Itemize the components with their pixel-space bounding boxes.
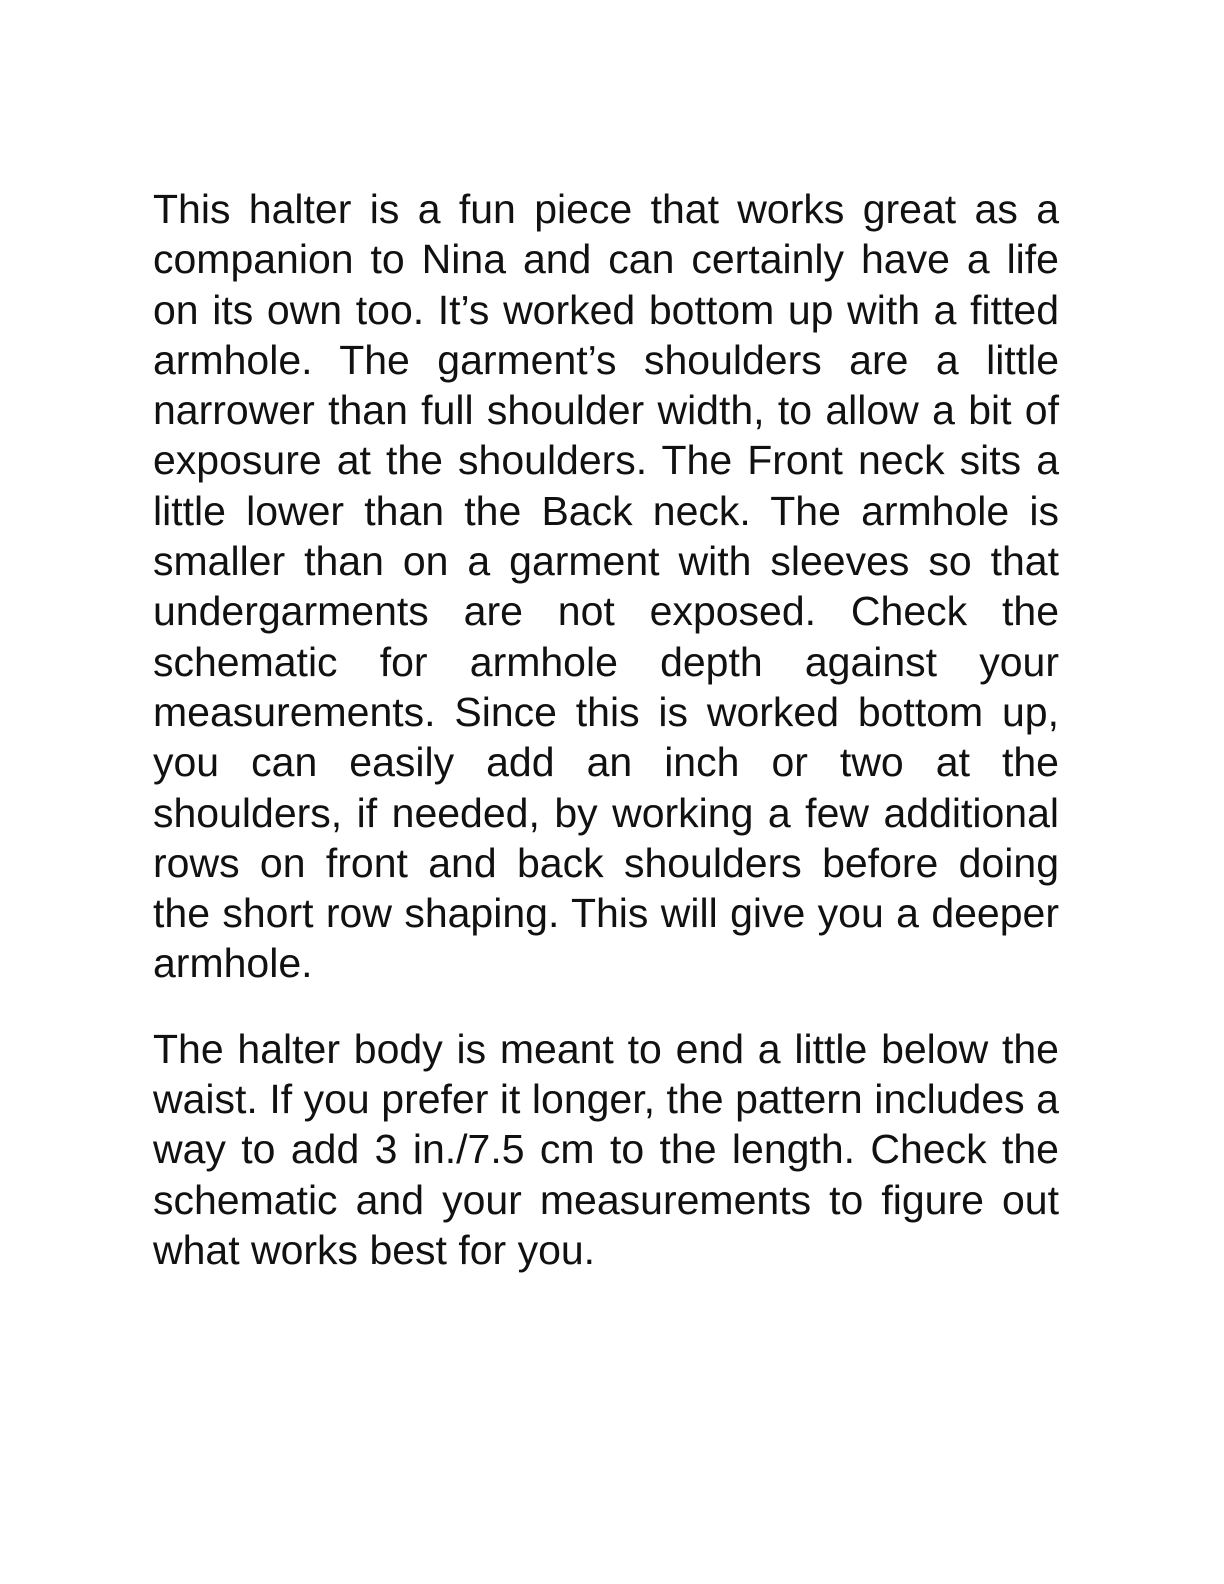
- paragraph-halter-description: This halter is a fun piece that works great as a companion to Nina and can certainly have a life on its own too. It’s worked bottom up with a fitted armhole. The garment’s shoulders are a little narrower than full shoulder width, to allow a bit of exposure at the shoulders. The Front neck sits a little lower than the Back neck. The armhole is smaller than on a garment with sleeves so that undergarments are not exposed. Check the schematic for armhole depth against your measurements. Since this is worked bottom up, you can easily add an inch or two at the shoulders, if needed, by working a few additional rows on front and back shoulders before doing the short row shaping. This will give you a deeper armhole.: [153, 186, 1059, 987]
- document-body: [153, 184, 1059, 1275]
- paragraph-body-length: The halter body is meant to end a little below the waist. If you prefer it longer, the pattern includes a way to add 3 in./7.5 cm to the length. Check the schematic and your measurements to figure out what works best for you.: [153, 1025, 1059, 1273]
